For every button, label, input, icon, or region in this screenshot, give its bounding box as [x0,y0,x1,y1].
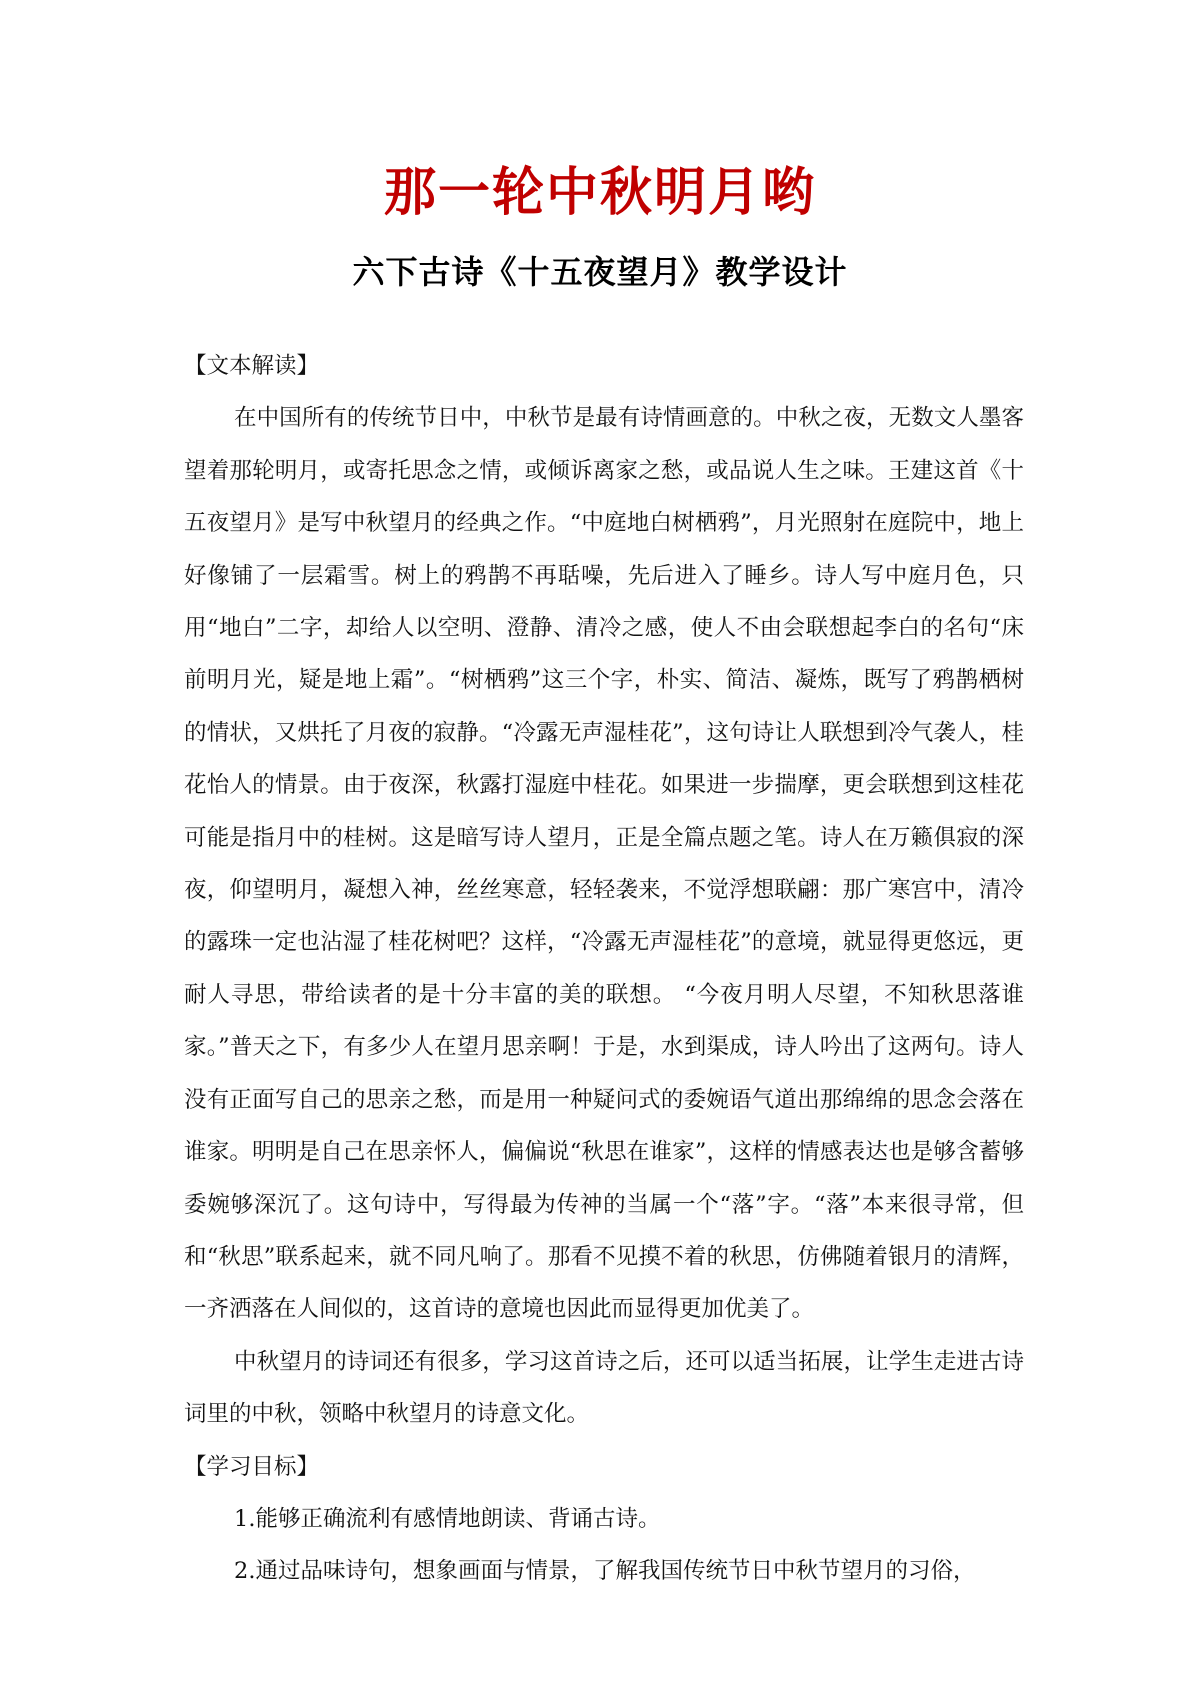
text-reading-paragraph-1: 在中国所有的传统节日中，中秋节是最有诗情画意的。中秋之夜，无数文人墨客望着那轮明月，或寄托思念之情，或倾诉离家之愁，或品说人生之味。王建这首《十五夜望月》是写中秋望月的经典之作。“中庭地白树栖鸦”，月光照射在庭院中，地上好像铺了一层霜雪。树上的鸦鹊不再聒噪，先后进入了睡乡。诗人写中庭月色，只用“地白”二字，却给人以空明、澄静、清冷之感，使人不由会联想起李白的名句“床前明月光，疑是地上霜”。“树栖鸦”这三个字，朴实、简洁、凝炼，既写了鸦鹊栖树的情状，又烘托了月夜的寂静。“冷露无声湿桂花”，这句诗让人联想到冷气袭人，桂花怡人的情景。由于夜深，秋露打湿庭中桂花。如果进一步揣摩，更会联想到这桂花可能是指月中的桂树。这是暗写诗人望月，正是全篇点题之笔。诗人在万籁俱寂的深夜，仰望明月，凝想入神，丝丝寒意，轻轻袭来，不觉浮想联翩：那广寒宫中，清冷的露珠一定也沾湿了桂花树吧？这样，“冷露无声湿桂花”的意境，就显得更悠远，更耐人寻思，带给读者的是十分丰富的美的联想。 “今夜月明人尽望，不知秋思落谁家。”普天之下，有多少人在望月思亲啊！于是，水到渠成，诗人吟出了这两句。诗人没有正面写自己的思亲之愁，而是用一种疑问式的委婉语气道出那绵绵的思念会落在谁家。明明是自己在思亲怀人，偏偏说“秋思在谁家”，这样的情感表达也是够含蓄够委婉够深沉了。这句诗中，写得最为传神的当属一个“落”字。“落”本来很寻常，但和“秋思”联系起来，就不同凡响了。那看不见摸不着的秋思，仿佛随着银月的清辉，一齐洒落在人间似的，这首诗的意境也因此而显得更加优美了。 [184,405,1024,1323]
learning-goal-item: 2.通过品味诗句，想象画面与情景，了解我国传统节日中秋节望月的习俗， [234,1558,976,1585]
section-heading-text-reading: 【文本解读】 [184,353,320,379]
learning-goal-item: 1.能够正确流利有感情地朗读、背诵古诗。 [234,1505,661,1532]
document-body [184,340,1024,1598]
document-title: 那一轮中秋明月哟 [383,162,816,223]
section-heading-learning-goals: 【学习目标】 [184,1453,320,1480]
text-reading-paragraph-2: 中秋望月的诗词还有很多，学习这首诗之后，还可以适当拓展，让学生走进古诗词里的中秋，领略中秋望月的诗意文化。 [184,1348,1024,1428]
document-subtitle: 六下古诗《十五夜望月》教学设计 [352,253,848,291]
